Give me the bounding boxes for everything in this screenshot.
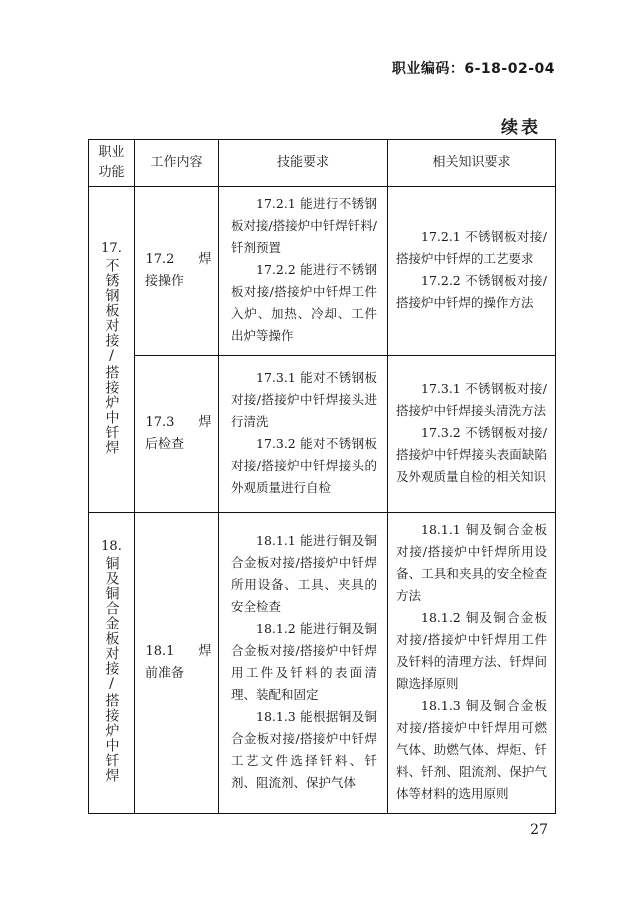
skill-cell — [219, 356, 388, 513]
header-function: 职业 功能 — [89, 140, 135, 187]
knowledge-item: 17.2.2 不锈钢板对接/搭接炉中钎焊的操作方法 — [396, 273, 547, 310]
knowledge-item: 18.1.1 铜及铜合金板对接/搭接炉中钎焊所用设备、工具和夹具的安全检查方法 — [396, 522, 547, 603]
skill-item: 18.1.3 能根据铜及铜合金板对接/搭接炉中钎焊工艺文件选择钎料、钎剂、阻流剂、保护气体 — [231, 709, 377, 790]
occupation-code: 职业编码：6-18-02-04 — [391, 61, 555, 77]
knowledge-item: 18.1.3 铜及铜合金板对接/搭接炉中钎焊用可燃气体、助燃气体、焊炬、钎料、钎剂、阻流剂、保护气体等材料的选用原则 — [396, 698, 547, 801]
work-line: 接操作 — [145, 274, 185, 289]
knowledge-item: 18.1.2 铜及铜合金板对接/搭接炉中钎焊用工件及钎料的清理方法、钎焊间隙选择原则 — [396, 610, 547, 691]
work-content-cell — [135, 356, 219, 513]
function-cell — [89, 187, 135, 513]
knowledge-item: 17.3.1 不锈钢板对接/搭接炉中钎焊接头清洗方法 — [396, 381, 547, 418]
work-line: 18.1 焊 — [145, 644, 212, 659]
work-line: 17.3 焊 — [145, 415, 212, 430]
header-skill-req: 技能要求 — [219, 140, 388, 187]
work-line: 后检查 — [145, 437, 185, 452]
table-row — [89, 513, 556, 814]
knowledge-cell — [388, 513, 556, 814]
skill-item: 17.2.2 能进行不锈钢板对接/搭接炉中钎焊工件入炉、加热、冷却、工件出炉等操作 — [231, 262, 377, 343]
skill-cell — [219, 513, 388, 814]
skill-item: 17.2.1 能进行不锈钢板对接/搭接炉中钎焊钎料/钎剂预置 — [231, 196, 377, 255]
knowledge-cell — [388, 187, 556, 356]
header-work-content: 工作内容 — [135, 140, 219, 187]
skill-cell — [219, 187, 388, 356]
skill-item: 18.1.1 能进行铜及铜合金板对接/搭接炉中钎焊所用设备、工具、夹具的安全检查 — [231, 533, 377, 614]
work-line: 前准备 — [145, 666, 185, 681]
knowledge-item: 17.3.2 不锈钢板对接/搭接炉中钎焊接头表面缺陷及外观质量自检的相关知识 — [396, 425, 547, 484]
header-knowledge-req: 相关知识要求 — [388, 140, 556, 187]
function-name: 铜及铜合金板对接/搭接炉中钎焊 — [103, 556, 120, 783]
work-content-cell — [135, 513, 219, 814]
function-cell — [89, 513, 135, 814]
skill-item: 17.3.1 能对不锈钢板对接/搭接炉中钎焊接头进行清洗 — [231, 370, 377, 429]
skill-item: 17.3.2 能对不锈钢板对接/搭接炉中钎焊接头的外观质量进行自检 — [231, 436, 377, 495]
page-number: 27 — [530, 822, 548, 838]
skills-table — [88, 139, 556, 814]
knowledge-cell — [388, 356, 556, 513]
function-number: 18. — [101, 539, 122, 554]
table-row — [89, 187, 556, 356]
table-header-row — [89, 140, 556, 187]
function-name: 不锈钢板对接/搭接炉中钎焊 — [103, 257, 120, 455]
work-content-cell — [135, 187, 219, 356]
continued-label: 续表 — [501, 118, 541, 138]
knowledge-item: 17.2.1 不锈钢板对接/搭接炉中钎焊的工艺要求 — [396, 229, 547, 266]
skill-item: 18.1.2 能进行铜及铜合金板对接/搭接炉中钎焊用工件及钎料的表面清理、装配和固定 — [231, 621, 377, 702]
table-row — [89, 356, 556, 513]
work-line: 17.2 焊 — [145, 252, 212, 267]
function-number: 17. — [101, 240, 122, 256]
